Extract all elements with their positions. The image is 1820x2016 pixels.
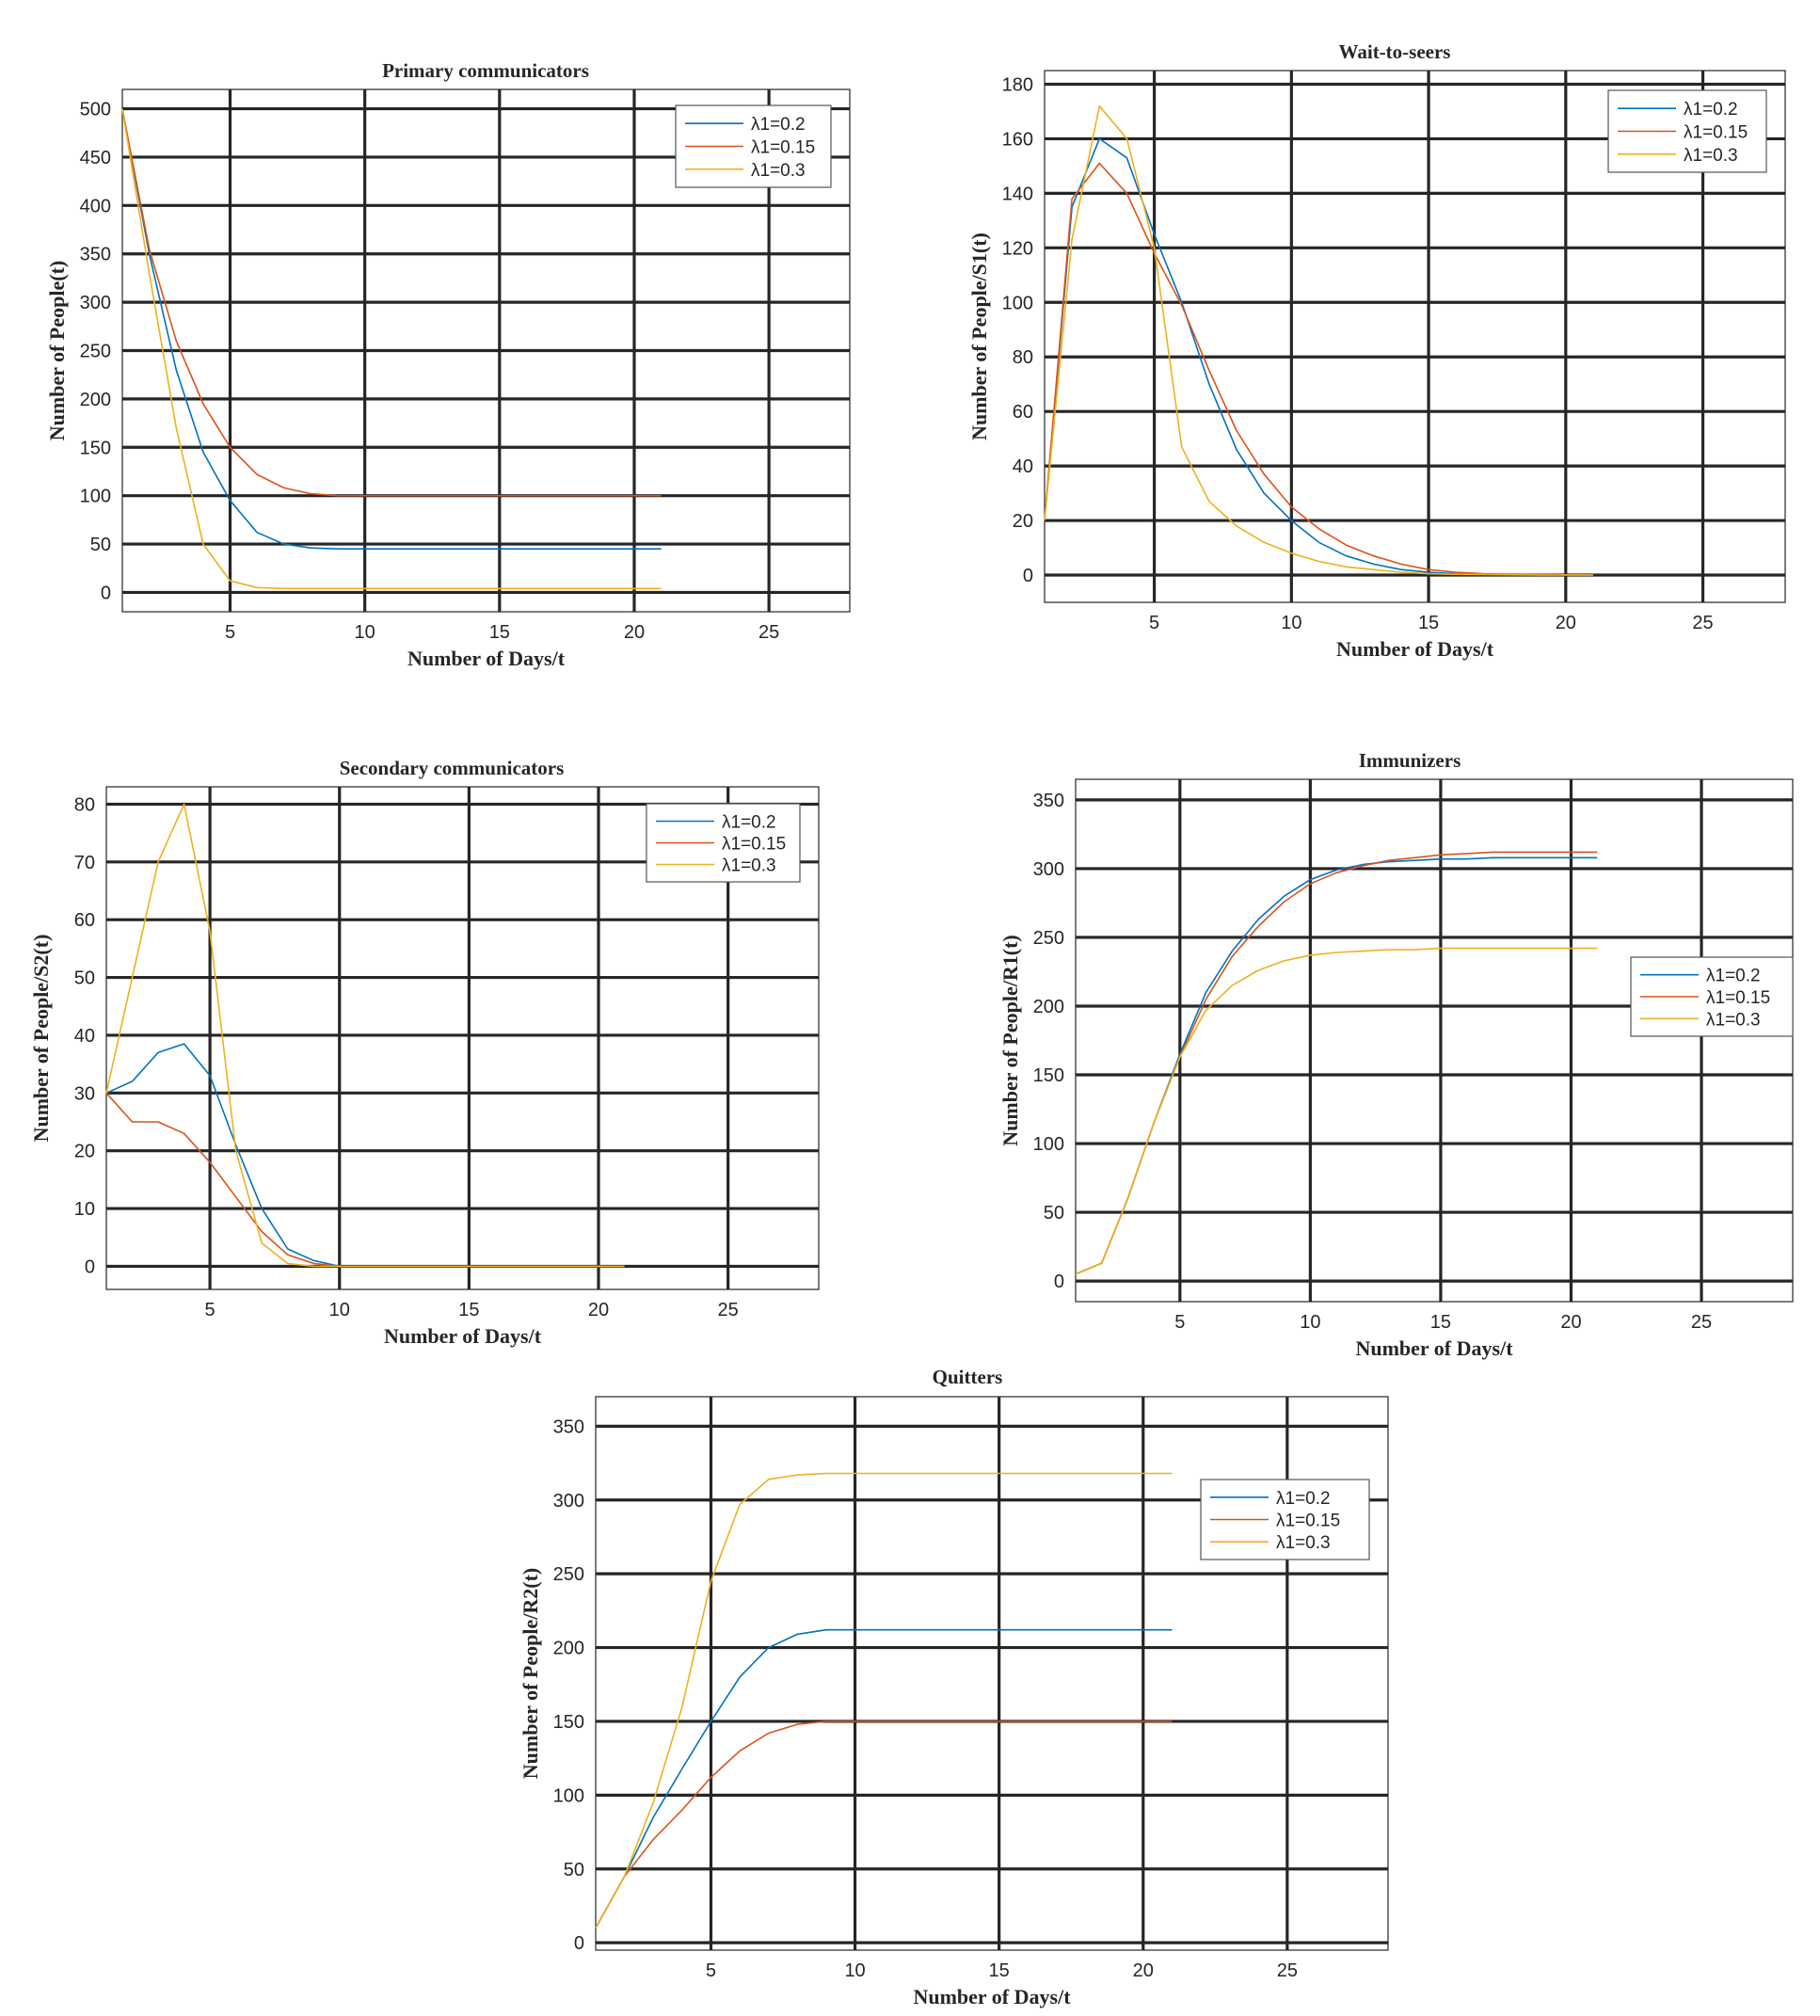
legend	[676, 105, 831, 187]
x-tick-label: 5	[204, 1300, 216, 1320]
x-tick-label: 15	[1429, 1312, 1452, 1333]
x-tick-label: 15	[988, 1960, 1010, 1981]
x-axis-label: Number of Days/t	[913, 1985, 1071, 2008]
y-tick-label: 30	[73, 1083, 95, 1105]
x-axis-label: Number of Days/t	[383, 1324, 542, 1348]
y-tick-label: 0	[100, 583, 111, 604]
y-tick-label: 20	[1012, 511, 1033, 533]
y-tick-label: 150	[1032, 1065, 1064, 1087]
x-tick-label: 20	[1132, 1960, 1154, 1981]
chart-title: Quitters	[932, 1366, 1003, 1388]
x-tick-label: 5	[705, 1960, 717, 1981]
x-tick-label: 15	[1417, 613, 1440, 633]
y-tick-label: 250	[79, 341, 111, 362]
legend-label: λ1=0.2	[751, 115, 806, 136]
legend-label: λ1=0.3	[1276, 1533, 1331, 1554]
y-tick-label: 180	[1001, 74, 1033, 96]
x-tick-label: 5	[1149, 613, 1160, 633]
legend	[1631, 957, 1793, 1036]
legend-label: λ1=0.3	[1684, 145, 1738, 166]
y-tick-label: 150	[552, 1711, 584, 1733]
y-tick-label: 0	[84, 1256, 95, 1278]
legend	[647, 804, 800, 882]
y-tick-label: 60	[1012, 402, 1033, 424]
x-tick-label: 20	[1555, 613, 1576, 633]
legend-label: λ1=0.15	[1276, 1511, 1341, 1531]
chart-3	[29, 757, 819, 1348]
x-tick-label: 10	[354, 622, 375, 643]
x-tick-label: 20	[1560, 1312, 1582, 1333]
y-tick-label: 50	[89, 535, 111, 556]
legend	[1201, 1480, 1369, 1560]
y-tick-label: 350	[552, 1416, 584, 1438]
y-tick-label: 100	[1001, 293, 1033, 314]
legend-label: λ1=0.15	[722, 834, 787, 855]
y-tick-label: 50	[1043, 1203, 1064, 1224]
x-tick-label: 20	[587, 1300, 610, 1320]
y-tick-label: 500	[79, 99, 111, 120]
y-tick-label: 20	[73, 1141, 95, 1162]
x-tick-label: 10	[1281, 613, 1302, 633]
y-tick-label: 0	[1053, 1272, 1064, 1293]
x-tick-label: 5	[1174, 1312, 1186, 1333]
y-axis-label: Number of People/S2(t)	[29, 934, 53, 1143]
y-tick-label: 60	[73, 910, 95, 932]
y-tick-label: 300	[79, 293, 111, 314]
y-tick-label: 140	[1001, 184, 1033, 205]
x-tick-label: 25	[758, 622, 780, 643]
y-tick-label: 450	[79, 147, 111, 168]
legend-label: λ1=0.3	[722, 856, 776, 876]
y-tick-label: 200	[1032, 996, 1064, 1017]
x-tick-label: 25	[1276, 1960, 1298, 1981]
x-tick-label: 5	[224, 622, 236, 643]
y-tick-label: 120	[1001, 238, 1033, 260]
x-tick-label: 10	[1300, 1312, 1321, 1333]
y-tick-label: 50	[73, 968, 95, 989]
y-tick-label: 250	[1032, 927, 1064, 949]
legend-label: λ1=0.2	[1684, 100, 1738, 120]
chart-title: Secondary communicators	[339, 757, 565, 779]
y-tick-label: 100	[1032, 1134, 1064, 1156]
y-tick-label: 100	[552, 1785, 584, 1807]
y-axis-label: Number of People/S1(t)	[967, 232, 991, 440]
x-axis-label: Number of Days/t	[1355, 1336, 1513, 1360]
y-tick-label: 80	[73, 794, 95, 816]
chart-title: Primary communicators	[382, 59, 589, 82]
y-tick-label: 350	[79, 244, 111, 265]
x-tick-label: 15	[458, 1300, 480, 1320]
y-axis-label: Number of People(t)	[45, 260, 69, 441]
x-axis-label: Number of Days/t	[1335, 637, 1494, 661]
legend-label: λ1=0.2	[1706, 966, 1761, 986]
y-tick-label: 10	[73, 1199, 95, 1221]
y-tick-label: 40	[73, 1025, 95, 1047]
x-tick-label: 25	[1692, 613, 1714, 633]
legend-label: λ1=0.15	[751, 137, 816, 158]
chart-title: Immunizers	[1358, 749, 1461, 772]
y-tick-label: 300	[552, 1490, 584, 1512]
y-tick-label: 200	[79, 389, 111, 410]
x-tick-label: 25	[1690, 1312, 1713, 1333]
y-axis-label: Number of People/R1(t)	[998, 935, 1022, 1146]
x-tick-label: 25	[717, 1300, 739, 1320]
y-tick-label: 250	[552, 1564, 584, 1586]
y-tick-label: 350	[1032, 790, 1064, 811]
y-axis-label: Number of People/R2(t)	[519, 1567, 542, 1780]
y-tick-label: 50	[563, 1859, 584, 1880]
chart-5	[519, 1366, 1388, 2008]
legend-label: λ1=0.3	[1706, 1010, 1761, 1031]
x-tick-label: 15	[488, 622, 510, 643]
chart-4	[998, 749, 1793, 1360]
y-tick-label: 0	[573, 1933, 584, 1955]
y-tick-label: 160	[1001, 129, 1033, 151]
chart-2	[967, 40, 1785, 661]
plot-area	[1076, 779, 1793, 1302]
chart-1	[45, 59, 850, 670]
y-tick-label: 400	[79, 196, 111, 217]
x-axis-label: Number of Days/t	[407, 647, 566, 670]
chart-title: Wait-to-seers	[1338, 40, 1451, 63]
y-tick-label: 70	[73, 852, 95, 873]
y-tick-label: 100	[79, 486, 111, 507]
legend	[1608, 90, 1766, 172]
y-tick-label: 0	[1022, 566, 1033, 587]
y-tick-label: 150	[79, 438, 111, 459]
x-tick-label: 10	[328, 1300, 350, 1320]
legend-label: λ1=0.2	[1276, 1488, 1331, 1509]
x-tick-label: 20	[623, 622, 646, 643]
x-tick-label: 10	[844, 1960, 866, 1981]
legend-label: λ1=0.15	[1706, 988, 1771, 1008]
y-tick-label: 40	[1012, 456, 1033, 478]
legend-label: λ1=0.2	[722, 812, 776, 833]
y-tick-label: 200	[552, 1638, 584, 1659]
legend-label: λ1=0.15	[1684, 122, 1748, 143]
legend-label: λ1=0.3	[751, 160, 806, 181]
y-tick-label: 80	[1012, 347, 1033, 369]
y-tick-label: 300	[1032, 858, 1064, 880]
